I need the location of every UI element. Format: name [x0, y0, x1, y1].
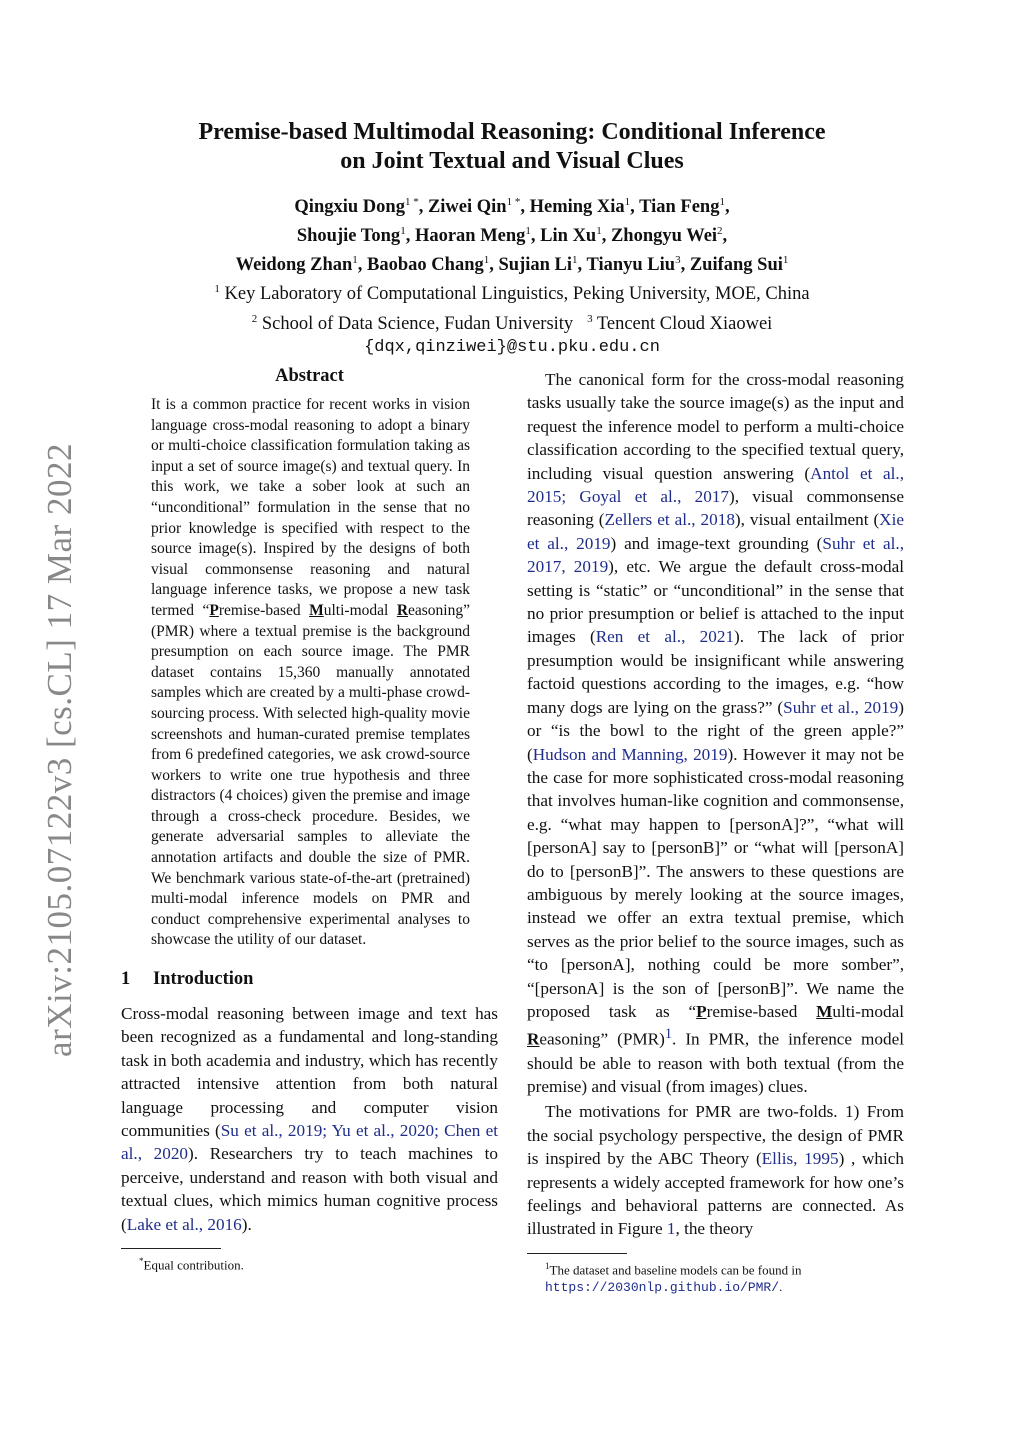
intro-paragraph: Cross-modal reasoning between image and text has been recognized as a fundamental and long-standing task in both academia and industry, which has recently attracted intensive attention from both natural language processing and computer vision communities (Su et al., 2019; Yu et al., 2020; Chen et al., 2020). Researchers try to teach machines to perceive, understand and reason with both visual and textual clues, which mimics human cognitive process (Lake et al., 2016). [121, 1004, 499, 1234]
footnote-equal-contribution: *Equal contribution. [139, 1256, 244, 1273]
citation-link[interactable]: Hudson and Manning, 2019 [532, 744, 728, 764]
author-list: Qingxiu Dong$^{1 *}$, Ziwei Qin$^{1 *}$, Heming Xia$^1$, Tian Feng$^1$, Shoujie Tong$^1$, Haoran Meng$^1$, Lin Xu$^1$, Zhongyu Wei$^2$, Weidong Zhan$^1$, Baobao Chang$^1$, Sujian Li$^1$, Tianyu Liu$^3$, Zuifang Sui$^1$ [235, 196, 789, 276]
footnote-dataset: $^1$The dataset and baseline models can be found in https://2030nlp.github.io/PMR/. [545, 1260, 802, 1296]
paper-title: Premise-based Multimodal Reasoning: Conditional Inference on Joint Textual and Visual Clues [198, 119, 826, 174]
citation-link[interactable]: Zellers et al., 2018 [604, 510, 735, 530]
citation-link[interactable]: Antol et al., 2015; Goyal et al., 2017 [527, 463, 904, 507]
affiliations: $^1$ Key Laboratory of Computational Linguistics, Peking University, MOE, China $^2$ School of Data Science, Fudan University $^3$ Tencent Cloud Xiaowei [214, 283, 810, 334]
citation-link[interactable]: Ren et al., 2021 [595, 627, 735, 647]
footnote-ref[interactable]: 1 [664, 1026, 673, 1043]
citation-link[interactable]: Lake et al., 2016 [126, 1214, 242, 1234]
dataset-link[interactable]: https://2030nlp.github.io/PMR/ [545, 1280, 780, 1296]
contact-email[interactable]: {dqx,qinziwei}@stu.pku.edu.cn [364, 337, 660, 357]
footnote-rule [527, 1253, 627, 1254]
arxiv-stamp [30, 443, 90, 1057]
body-paragraph: The motivations for PMR are two-folds. 1) From the social psychology perspective, the design of PMR is inspired by the ABC Theory (Ellis, 1995) , which represents a widely accepted framework for how one’s feelings and behavioral patterns are connected. As illustrated in Figure 1, the theory [527, 1102, 904, 1239]
abstract-heading: Abstract [275, 366, 344, 386]
citation-link[interactable]: Xie et al., 2019 [527, 510, 904, 553]
body-paragraph: The canonical form for the cross-modal reasoning tasks usually take the source image(s) as the input and request the inference model to perform a multi-choice classification according to the specified textual query, including visual question answering (Antol et al., 2015; Goyal et al., 2017), visual commonsense reasoning (Zellers et al., 2018), visual entailment (Xie et al., 2019) and image-text grounding (Suhr et al., 2017, 2019), etc. We argue the default cross-modal setting is “static” or “unconditional” in the sense that no prior presumption or belief is attached to the input images (Ren et al., 2021). The lack of prior presumption would be insignificant while answering factoid questions according to the images, e.g. “how many dogs are lying on the grass?” (Suhr et al., 2019) or “is the bowl to the right of the green apple?” (Hudson and Manning, 2019). However it may not be the case for more sophisticated cross-modal reasoning that involves human-like cognition and commonsense, e.g. “what may happen to [personA]?”, “what will [personA] say to [personB]” or “what will [personA] do to [personB]”. The answers to these questions are ambiguous by merely looking at the source images, instead we offer an extra textual premise, which serves as the prior belief to the source images, such as “to [personA], nothing could be more somber”, “[personA] is the son of [personB]”. We name the proposed task as “Premise-based Multi-modal Reasoning” (PMR)$^1$. In PMR, the inference model should be able to reason with both textual (from the premise) and visual (from images) clues. [527, 370, 905, 1096]
citation-link[interactable]: Suhr et al., 2019 [783, 697, 899, 717]
left-column [121, 366, 498, 1273]
section-heading-introduction: 1 Introduction [121, 969, 254, 990]
citation-link[interactable]: Ellis, 1995 [761, 1149, 839, 1169]
arxiv-id: arXiv:2105.07122v3 [cs.CL] 17 Mar 2022 [40, 443, 80, 1057]
citation-link[interactable]: Su et al., 2019; Yu et al., 2020; Chen et al., 2020 [121, 1121, 499, 1164]
right-column [527, 368, 904, 1296]
abstract-text: It is a common practice for recent works in vision language cross-modal reasoning to adopt a binary or multi-choice classification formulation taking as input a set of source image(s) and textual query. In this work, we take a sober look at such an “unconditional” formulation in the sense that no prior knowledge is specified with respect to the source image(s). Inspired by the designs of both visual commonsense reasoning and natural language inference tasks, we propose a new task termed “Premise-based Multi-modal Reasoning” (PMR) where a textual premise is the background presumption on each source image. The PMR dataset contains 15,360 manually annotated samples which are created by a multi-phase crowd-sourcing process. With selected high-quality movie screenshots and human-curated premise templates from 6 predefined categories, we ask crowd-source workers to write one true hypothesis and three distractors (4 choices) given the premise and image through a cross-check procedure. Besides, we generate adversarial samples to alleviate the annotation artifacts and double the size of PMR. We benchmark various state-of-the-art (pretrained) multi-modal inference models on PMR and conduct comprehensive experimental analyses to showcase the utility of our dataset. [151, 396, 470, 949]
citation-link[interactable]: Suhr et al., 2017, 2019 [527, 533, 904, 577]
figure-ref-link[interactable]: 1 [666, 1219, 676, 1239]
paper-header [0, 118, 1024, 360]
footnote-rule [121, 1248, 221, 1249]
